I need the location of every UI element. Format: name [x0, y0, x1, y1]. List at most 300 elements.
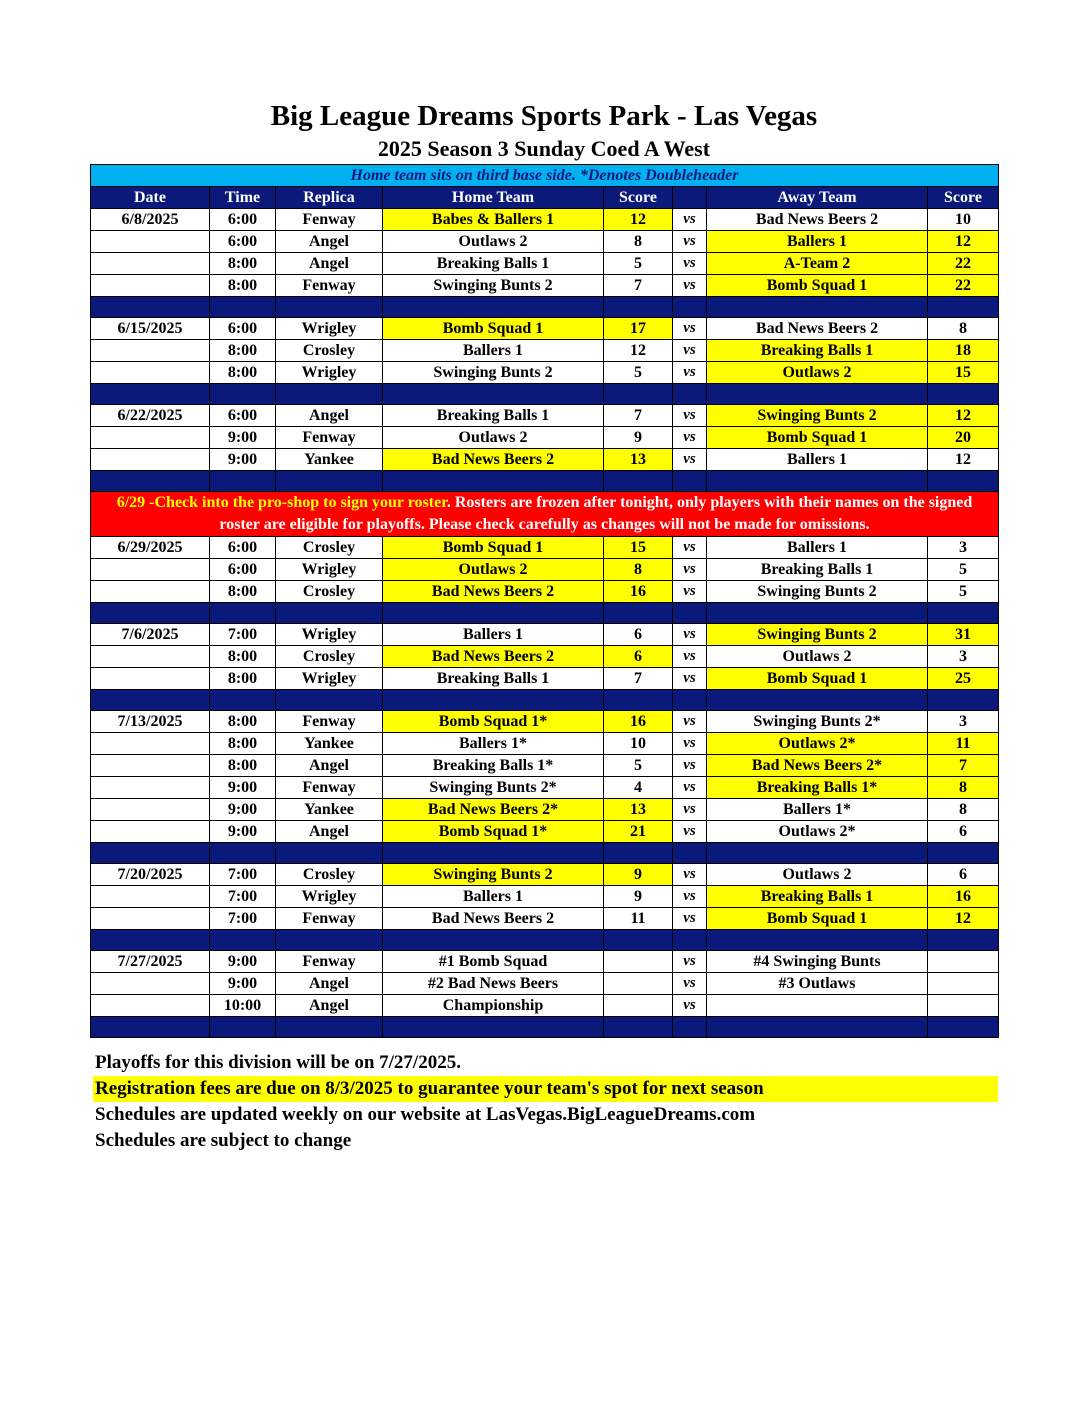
- home-score: 21: [604, 821, 673, 843]
- separator-cell: [673, 384, 707, 405]
- registration-notice: Registration fees are due on 8/3/2025 to guarantee your team's spot for next season: [93, 1076, 998, 1102]
- game-time: 6:00: [210, 405, 276, 427]
- away-score: 8: [928, 318, 999, 340]
- home-score: 12: [604, 209, 673, 231]
- away-team: Outlaws 2*: [707, 733, 928, 755]
- home-team: Swinging Bunts 2*: [383, 777, 604, 799]
- game-date: [91, 253, 210, 275]
- game-date: [91, 973, 210, 995]
- footer-line: Playoffs for this division will be on 7/27/2025.: [95, 1052, 461, 1073]
- game-date: [91, 908, 210, 930]
- home-team: Outlaws 2: [383, 559, 604, 581]
- separator-cell: [276, 384, 383, 405]
- vs-label: vs: [673, 362, 707, 384]
- game-date: [91, 362, 210, 384]
- separator-cell: [673, 297, 707, 318]
- game-row: [91, 951, 999, 973]
- home-score: 13: [604, 449, 673, 471]
- away-team: Bomb Squad 1: [707, 275, 928, 297]
- separator-cell: [707, 690, 928, 711]
- game-time: 9:00: [210, 951, 276, 973]
- vs-label: vs: [673, 864, 707, 886]
- away-team: A-Team 2: [707, 253, 928, 275]
- separator-cell: [383, 471, 604, 492]
- vs-label: vs: [673, 624, 707, 646]
- home-team: Championship: [383, 995, 604, 1017]
- roster-alert-lead: 6/29 -Check into the pro-shop to sign your roster: [116, 494, 447, 511]
- away-team: Outlaws 2: [707, 864, 928, 886]
- game-time: 8:00: [210, 340, 276, 362]
- home-team: Ballers 1*: [383, 733, 604, 755]
- separator-cell: [707, 384, 928, 405]
- roster-alert-row: [91, 492, 999, 537]
- separator-cell: [604, 384, 673, 405]
- header-home-team: Home Team: [383, 187, 604, 209]
- game-date: 7/6/2025: [91, 624, 210, 646]
- home-score: 15: [604, 537, 673, 559]
- game-row: [91, 711, 999, 733]
- footer-line: Schedules are updated weekly on our website at LasVegas.BigLeagueDreams.com: [95, 1104, 756, 1125]
- home-score: 13: [604, 799, 673, 821]
- away-team: Swinging Bunts 2: [707, 405, 928, 427]
- home-team: #1 Bomb Squad: [383, 951, 604, 973]
- game-time: 8:00: [210, 755, 276, 777]
- separator-cell: [928, 603, 999, 624]
- away-team: Bad News Beers 2*: [707, 755, 928, 777]
- home-team: Bad News Beers 2: [383, 581, 604, 603]
- game-date: 6/29/2025: [91, 537, 210, 559]
- game-row: [91, 405, 999, 427]
- away-team: Ballers 1: [707, 231, 928, 253]
- separator-cell: [383, 930, 604, 951]
- home-team: Bad News Beers 2*: [383, 799, 604, 821]
- home-team: Swinging Bunts 2: [383, 864, 604, 886]
- away-team: Bad News Beers 2: [707, 318, 928, 340]
- home-score: 9: [604, 427, 673, 449]
- away-team: Bomb Squad 1: [707, 427, 928, 449]
- game-time: 8:00: [210, 646, 276, 668]
- home-team: Bad News Beers 2: [383, 908, 604, 930]
- game-field: Fenway: [276, 209, 383, 231]
- home-score: [604, 951, 673, 973]
- game-date: [91, 777, 210, 799]
- away-score: 22: [928, 275, 999, 297]
- home-score: 6: [604, 624, 673, 646]
- away-score: 12: [928, 405, 999, 427]
- header-vs: [673, 187, 707, 209]
- home-team: Breaking Balls 1: [383, 253, 604, 275]
- home-team: Breaking Balls 1: [383, 668, 604, 690]
- vs-label: vs: [673, 951, 707, 973]
- game-date: [91, 275, 210, 297]
- vs-label: vs: [673, 646, 707, 668]
- home-score: 4: [604, 777, 673, 799]
- vs-label: vs: [673, 668, 707, 690]
- away-team: Ballers 1: [707, 537, 928, 559]
- game-date: 6/8/2025: [91, 209, 210, 231]
- game-row: [91, 755, 999, 777]
- game-field: Crosley: [276, 646, 383, 668]
- vs-label: vs: [673, 340, 707, 362]
- game-date: [91, 581, 210, 603]
- away-team: Breaking Balls 1: [707, 886, 928, 908]
- game-time: 7:00: [210, 908, 276, 930]
- vs-label: vs: [673, 275, 707, 297]
- roster-alert: [91, 492, 999, 537]
- game-date: 7/20/2025: [91, 864, 210, 886]
- vs-label: vs: [673, 711, 707, 733]
- separator-cell: [276, 690, 383, 711]
- separator-cell: [604, 603, 673, 624]
- separator-cell: [383, 603, 604, 624]
- game-time: 6:00: [210, 537, 276, 559]
- header-away-team: Away Team: [707, 187, 928, 209]
- vs-label: vs: [673, 537, 707, 559]
- game-row: [91, 646, 999, 668]
- away-score: 8: [928, 777, 999, 799]
- week-separator-row: [91, 690, 999, 711]
- game-field: Wrigley: [276, 362, 383, 384]
- separator-cell: [383, 1017, 604, 1038]
- week-separator-row: [91, 1017, 999, 1038]
- game-time: 9:00: [210, 821, 276, 843]
- away-team: [707, 995, 928, 1017]
- game-time: 8:00: [210, 253, 276, 275]
- game-date: [91, 449, 210, 471]
- game-time: 7:00: [210, 886, 276, 908]
- away-team: #4 Swinging Bunts: [707, 951, 928, 973]
- game-time: 9:00: [210, 777, 276, 799]
- game-time: 8:00: [210, 711, 276, 733]
- game-field: Angel: [276, 973, 383, 995]
- away-team: Breaking Balls 1*: [707, 777, 928, 799]
- away-score: 25: [928, 668, 999, 690]
- game-field: Yankee: [276, 449, 383, 471]
- away-score: 3: [928, 711, 999, 733]
- game-field: Fenway: [276, 777, 383, 799]
- away-score: [928, 995, 999, 1017]
- away-score: 12: [928, 908, 999, 930]
- away-team: Bad News Beers 2: [707, 209, 928, 231]
- game-time: 9:00: [210, 973, 276, 995]
- game-row: [91, 581, 999, 603]
- game-field: Wrigley: [276, 559, 383, 581]
- game-time: 9:00: [210, 449, 276, 471]
- game-date: [91, 821, 210, 843]
- separator-cell: [91, 297, 210, 318]
- game-date: [91, 886, 210, 908]
- game-row: [91, 253, 999, 275]
- home-score: 16: [604, 711, 673, 733]
- away-team: Swinging Bunts 2: [707, 581, 928, 603]
- away-score: 3: [928, 646, 999, 668]
- game-field: Crosley: [276, 581, 383, 603]
- game-field: Fenway: [276, 711, 383, 733]
- game-field: Yankee: [276, 799, 383, 821]
- game-row: [91, 275, 999, 297]
- away-score: 16: [928, 886, 999, 908]
- separator-cell: [707, 297, 928, 318]
- home-team: Bomb Squad 1: [383, 537, 604, 559]
- separator-cell: [276, 930, 383, 951]
- home-score: 12: [604, 340, 673, 362]
- game-time: 8:00: [210, 581, 276, 603]
- away-team: Breaking Balls 1: [707, 340, 928, 362]
- home-score: 5: [604, 362, 673, 384]
- game-time: 10:00: [210, 995, 276, 1017]
- game-row: [91, 908, 999, 930]
- home-team: Ballers 1: [383, 340, 604, 362]
- away-score: 12: [928, 449, 999, 471]
- game-field: Wrigley: [276, 318, 383, 340]
- vs-label: vs: [673, 209, 707, 231]
- separator-cell: [383, 297, 604, 318]
- away-team: Swinging Bunts 2*: [707, 711, 928, 733]
- game-time: 6:00: [210, 559, 276, 581]
- game-field: Angel: [276, 405, 383, 427]
- game-date: [91, 755, 210, 777]
- note-row: [91, 165, 999, 187]
- away-score: [928, 973, 999, 995]
- away-score: 31: [928, 624, 999, 646]
- home-score: 5: [604, 755, 673, 777]
- game-row: [91, 777, 999, 799]
- home-score: 7: [604, 405, 673, 427]
- away-score: 6: [928, 864, 999, 886]
- vs-label: vs: [673, 755, 707, 777]
- away-score: 5: [928, 581, 999, 603]
- doubleheader-note: Home team sits on third base side. *Denotes Doubleheader: [91, 165, 999, 187]
- separator-cell: [604, 297, 673, 318]
- home-team: Bomb Squad 1*: [383, 821, 604, 843]
- away-team: Outlaws 2*: [707, 821, 928, 843]
- game-row: [91, 821, 999, 843]
- home-team: Swinging Bunts 2: [383, 275, 604, 297]
- game-date: [91, 799, 210, 821]
- home-team: Bomb Squad 1*: [383, 711, 604, 733]
- game-field: Angel: [276, 253, 383, 275]
- game-time: 9:00: [210, 427, 276, 449]
- game-row: [91, 973, 999, 995]
- game-time: 8:00: [210, 275, 276, 297]
- game-row: [91, 995, 999, 1017]
- separator-cell: [928, 930, 999, 951]
- separator-cell: [210, 384, 276, 405]
- game-date: 7/13/2025: [91, 711, 210, 733]
- separator-cell: [928, 297, 999, 318]
- vs-label: vs: [673, 581, 707, 603]
- vs-label: vs: [673, 886, 707, 908]
- week-separator-row: [91, 297, 999, 318]
- game-field: Fenway: [276, 951, 383, 973]
- home-team: Bomb Squad 1: [383, 318, 604, 340]
- away-score: 12: [928, 231, 999, 253]
- game-date: 6/15/2025: [91, 318, 210, 340]
- game-row: [91, 362, 999, 384]
- away-score: 22: [928, 253, 999, 275]
- vs-label: vs: [673, 821, 707, 843]
- separator-cell: [276, 843, 383, 864]
- separator-cell: [673, 1017, 707, 1038]
- away-team: Ballers 1: [707, 449, 928, 471]
- separator-cell: [673, 930, 707, 951]
- home-score: 7: [604, 275, 673, 297]
- roster-alert-text: . Rosters are frozen after tonight, only players with their names on the signed roster are eligible for playoffs. Please check carefully as changes will not be made for omissions.: [219, 494, 973, 533]
- separator-cell: [210, 603, 276, 624]
- separator-cell: [210, 471, 276, 492]
- header-row: [91, 187, 999, 209]
- separator-cell: [707, 1017, 928, 1038]
- game-time: 6:00: [210, 318, 276, 340]
- separator-cell: [928, 690, 999, 711]
- footer-line: Schedules are subject to change: [95, 1130, 352, 1151]
- game-time: 6:00: [210, 231, 276, 253]
- game-date: [91, 231, 210, 253]
- game-field: Angel: [276, 821, 383, 843]
- game-date: [91, 559, 210, 581]
- game-row: [91, 624, 999, 646]
- vs-label: vs: [673, 559, 707, 581]
- separator-cell: [673, 690, 707, 711]
- separator-cell: [91, 471, 210, 492]
- game-field: Fenway: [276, 275, 383, 297]
- separator-cell: [673, 603, 707, 624]
- home-score: 17: [604, 318, 673, 340]
- header-replica: Replica: [276, 187, 383, 209]
- separator-cell: [210, 843, 276, 864]
- vs-label: vs: [673, 318, 707, 340]
- vs-label: vs: [673, 799, 707, 821]
- game-field: Crosley: [276, 340, 383, 362]
- away-score: 20: [928, 427, 999, 449]
- separator-cell: [383, 690, 604, 711]
- game-date: 7/27/2025: [91, 951, 210, 973]
- separator-cell: [210, 690, 276, 711]
- separator-cell: [604, 930, 673, 951]
- page-title: Big League Dreams Sports Park - Las Vegas: [270, 100, 818, 132]
- separator-cell: [276, 603, 383, 624]
- page-subtitle: 2025 Season 3 Sunday Coed A West: [377, 136, 711, 161]
- away-team: Swinging Bunts 2: [707, 624, 928, 646]
- header-home-score: Score: [604, 187, 673, 209]
- separator-cell: [383, 843, 604, 864]
- away-score: 15: [928, 362, 999, 384]
- separator-cell: [604, 843, 673, 864]
- separator-cell: [928, 384, 999, 405]
- away-team: Bomb Squad 1: [707, 668, 928, 690]
- vs-label: vs: [673, 733, 707, 755]
- away-score: 10: [928, 209, 999, 231]
- separator-cell: [707, 843, 928, 864]
- separator-cell: [383, 384, 604, 405]
- away-team: Outlaws 2: [707, 362, 928, 384]
- separator-cell: [604, 690, 673, 711]
- home-score: [604, 973, 673, 995]
- game-field: Crosley: [276, 864, 383, 886]
- game-time: 7:00: [210, 624, 276, 646]
- away-team: Breaking Balls 1: [707, 559, 928, 581]
- away-score: 6: [928, 821, 999, 843]
- game-field: Fenway: [276, 908, 383, 930]
- separator-cell: [91, 843, 210, 864]
- separator-cell: [604, 471, 673, 492]
- home-score: 8: [604, 231, 673, 253]
- game-date: [91, 646, 210, 668]
- away-team: Outlaws 2: [707, 646, 928, 668]
- game-time: 6:00: [210, 209, 276, 231]
- home-score: 9: [604, 886, 673, 908]
- separator-cell: [276, 297, 383, 318]
- game-row: [91, 209, 999, 231]
- header-time: Time: [210, 187, 276, 209]
- home-team: Babes & Ballers 1: [383, 209, 604, 231]
- home-team: #2 Bad News Beers: [383, 973, 604, 995]
- home-score: [604, 995, 673, 1017]
- header-date: Date: [91, 187, 210, 209]
- game-date: [91, 668, 210, 690]
- game-field: Wrigley: [276, 624, 383, 646]
- away-team: Ballers 1*: [707, 799, 928, 821]
- home-score: 7: [604, 668, 673, 690]
- away-score: [928, 951, 999, 973]
- game-date: [91, 995, 210, 1017]
- vs-label: vs: [673, 995, 707, 1017]
- separator-cell: [91, 603, 210, 624]
- week-separator-row: [91, 843, 999, 864]
- vs-label: vs: [673, 973, 707, 995]
- footer-notes: [93, 1050, 998, 1154]
- week-separator-row: [91, 603, 999, 624]
- home-team: Outlaws 2: [383, 231, 604, 253]
- game-row: [91, 231, 999, 253]
- separator-cell: [707, 471, 928, 492]
- game-date: [91, 427, 210, 449]
- game-row: [91, 449, 999, 471]
- game-time: 8:00: [210, 733, 276, 755]
- header-away-score: Score: [928, 187, 999, 209]
- home-team: Bad News Beers 2: [383, 646, 604, 668]
- away-score: 11: [928, 733, 999, 755]
- separator-cell: [276, 1017, 383, 1038]
- game-date: [91, 733, 210, 755]
- game-field: Fenway: [276, 427, 383, 449]
- home-team: Outlaws 2: [383, 427, 604, 449]
- separator-cell: [928, 471, 999, 492]
- separator-cell: [673, 843, 707, 864]
- separator-cell: [91, 930, 210, 951]
- separator-cell: [91, 384, 210, 405]
- vs-label: vs: [673, 908, 707, 930]
- home-score: 9: [604, 864, 673, 886]
- vs-label: vs: [673, 449, 707, 471]
- game-field: Wrigley: [276, 886, 383, 908]
- game-row: [91, 427, 999, 449]
- separator-cell: [928, 843, 999, 864]
- home-team: Bad News Beers 2: [383, 449, 604, 471]
- game-time: 7:00: [210, 864, 276, 886]
- separator-cell: [707, 603, 928, 624]
- game-row: [91, 864, 999, 886]
- game-field: Angel: [276, 231, 383, 253]
- separator-cell: [91, 1017, 210, 1038]
- separator-cell: [707, 930, 928, 951]
- home-team: Ballers 1: [383, 624, 604, 646]
- game-row: [91, 559, 999, 581]
- game-row: [91, 668, 999, 690]
- game-row: [91, 886, 999, 908]
- week-separator-row: [91, 930, 999, 951]
- separator-cell: [91, 690, 210, 711]
